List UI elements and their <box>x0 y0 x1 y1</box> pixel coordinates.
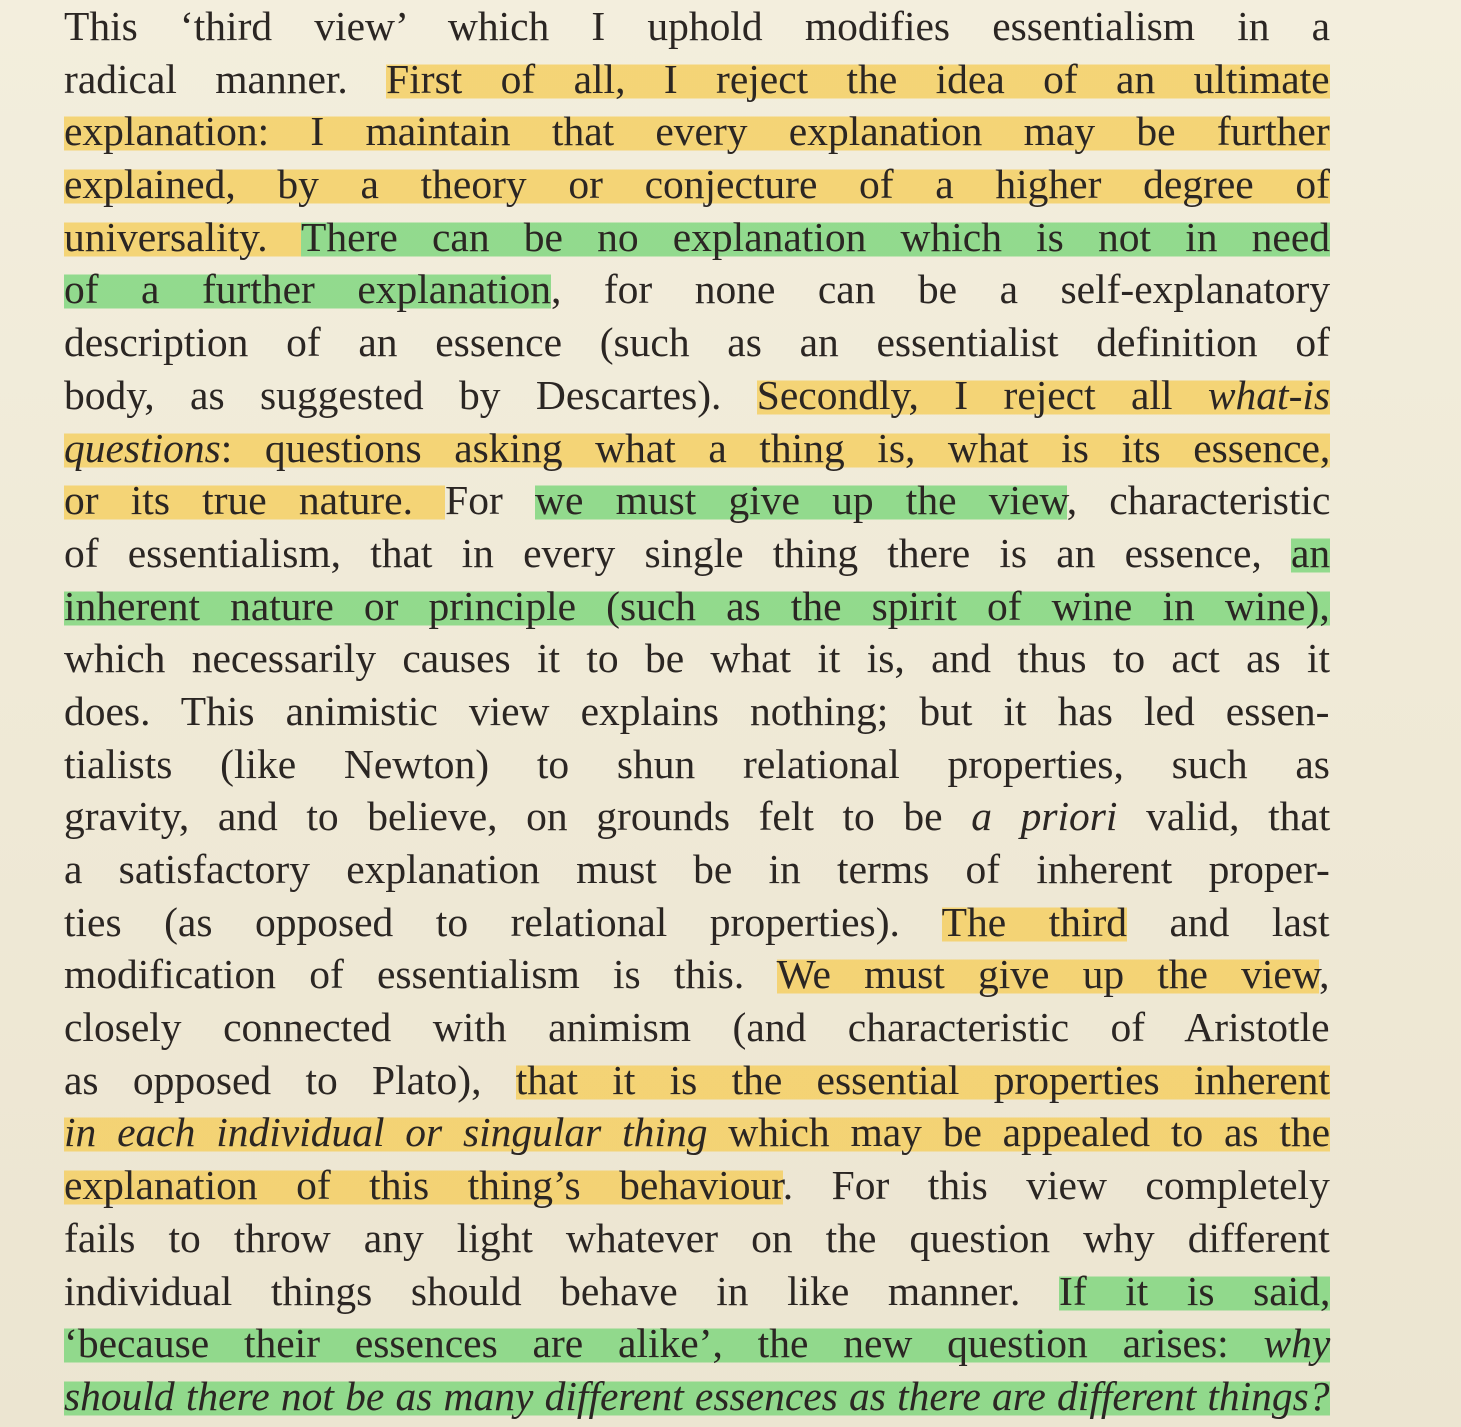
text-segment: tialists (like Newton) to shun relational properties, such as <box>64 740 1330 787</box>
text-line <box>64 896 1330 949</box>
text-line <box>64 1159 1330 1212</box>
text-line <box>64 1212 1330 1265</box>
green-highlight: of a further explanation <box>64 266 551 313</box>
text-line <box>64 316 1330 369</box>
text-line <box>64 1001 1330 1054</box>
text-line <box>64 1265 1330 1318</box>
text-segment: does. This animistic view explains nothing; but it has led essen- <box>64 687 1330 734</box>
text-segment: , <box>1319 951 1330 998</box>
paragraph-text <box>64 0 1330 1423</box>
yellow-highlight: what-is <box>1207 371 1331 418</box>
text-line <box>64 263 1330 316</box>
green-highlight: inherent nature or principle (such as the spirit of wine in wine), <box>64 582 1330 629</box>
green-highlight: why <box>1263 1320 1331 1367</box>
text-line <box>64 1054 1330 1107</box>
green-highlight: ‘because their essences are alike’, the new question arises: <box>64 1320 1264 1367</box>
text-line <box>64 1370 1330 1423</box>
yellow-highlight: explanation of this thing’s behaviour <box>64 1162 783 1209</box>
yellow-highlight: universality. <box>64 213 302 260</box>
text-segment: , for none can be a self-explanatory <box>550 266 1331 313</box>
yellow-highlight: in each individual or singular thing <box>64 1109 708 1156</box>
yellow-highlight: questions <box>64 424 221 471</box>
text-line <box>64 685 1330 738</box>
text-line <box>64 632 1330 685</box>
text-line <box>64 474 1330 527</box>
text-line <box>64 843 1330 896</box>
text-line <box>64 580 1330 633</box>
text-line <box>64 948 1330 1001</box>
text-segment: , characteristic <box>1066 477 1331 524</box>
text-line <box>64 527 1330 580</box>
yellow-highlight: that it is the essential properties inherent <box>515 1056 1330 1103</box>
green-highlight: an <box>1290 529 1331 576</box>
yellow-highlight: or its true nature. <box>64 477 446 524</box>
text-segment: and last <box>1127 898 1330 945</box>
text-line <box>64 105 1330 158</box>
text-segment: of essentialism, that in every single thing there is an essence, <box>64 529 1291 576</box>
text-segment: fails to throw any light whatever on the question why different <box>64 1214 1330 1261</box>
green-highlight: If it is said, <box>1059 1267 1331 1314</box>
text-segment: gravity, and to believe, on grounds felt to be <box>64 793 972 840</box>
text-segment: valid, that <box>1117 793 1331 840</box>
text-segment: a satisfactory explanation must be in terms of inherent proper- <box>64 846 1330 892</box>
text-segment: a priori <box>971 793 1118 840</box>
text-segment: modification of essentialism is this. <box>64 951 777 998</box>
text-line <box>64 158 1330 211</box>
yellow-highlight: The third <box>941 898 1128 945</box>
text-line <box>64 1317 1330 1370</box>
text-segment: ties (as opposed to relational properties). <box>64 898 942 945</box>
text-line <box>64 422 1330 475</box>
text-line <box>64 0 1330 53</box>
text-line <box>64 738 1330 791</box>
text-line <box>64 53 1330 106</box>
text-segment: as opposed to Plato), <box>64 1056 516 1103</box>
yellow-highlight: explanation: I maintain that every explanation may be further <box>64 108 1330 155</box>
green-highlight: we must give up the view <box>534 477 1067 524</box>
text-segment: description of an essence (such as an essentialist definition of <box>64 319 1330 366</box>
yellow-highlight: We must give up the view <box>776 951 1320 998</box>
text-line <box>64 211 1330 264</box>
text-segment: This ‘third view’ which I uphold modifies essentialism in a <box>64 3 1331 49</box>
text-segment: body, as suggested by Descartes). <box>64 371 757 418</box>
text-segment: which necessarily causes it to be what it is, and thus to act as it <box>64 635 1331 682</box>
text-segment: individual things should behave in like manner. <box>64 1267 1059 1314</box>
text-segment: radical manner. <box>64 55 387 102</box>
yellow-highlight: Secondly, I reject all <box>756 371 1208 418</box>
text-segment: . For this view completely <box>782 1162 1330 1209</box>
text-segment: For <box>445 477 535 524</box>
text-line <box>64 1106 1330 1159</box>
text-line <box>64 369 1330 422</box>
text-segment: closely connected with animism (and characteristic of Aristotle <box>64 1004 1330 1051</box>
green-highlight: should there not be as many different essences as there are different things? <box>64 1372 1330 1419</box>
green-highlight: There can be no explanation which is not in need <box>301 213 1330 260</box>
yellow-highlight: First of all, I reject the idea of an ultimate <box>386 55 1330 102</box>
yellow-highlight: explained, by a theory or conjecture of a higher degree of <box>64 161 1330 208</box>
yellow-highlight: : questions asking what a thing is, what is its essence, <box>220 424 1331 471</box>
yellow-highlight: which may be appealed to as the <box>707 1109 1331 1156</box>
text-line <box>64 790 1330 843</box>
